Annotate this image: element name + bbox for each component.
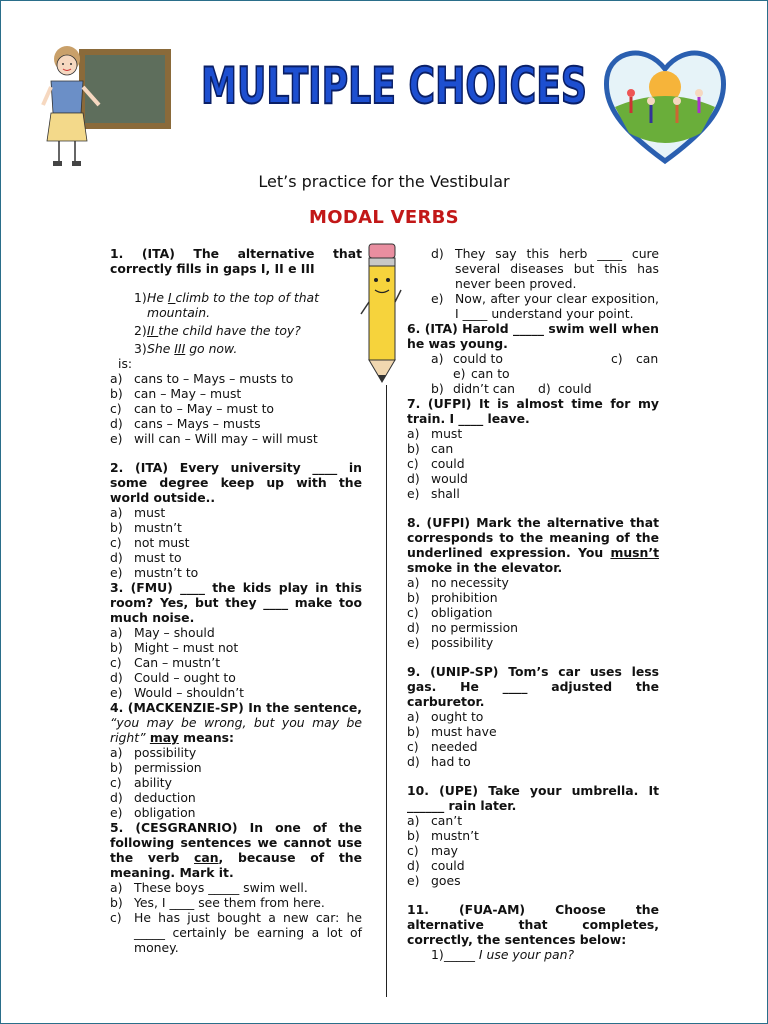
q10-option-a[interactable] <box>407 813 659 828</box>
q3-option-c[interactable] <box>110 655 362 670</box>
option-text: He has just bought a new car: he _____ certainly be earning a lot of money. <box>134 910 362 955</box>
question-2-stem: 2. (ITA) Every university ____ in some degree keep up with the world outside.. <box>110 460 362 505</box>
q9-option-c[interactable] <box>407 739 659 754</box>
option-text: will can – Will may – will must <box>134 431 318 446</box>
banner-title-text: MULTIPLE CHOICES <box>201 57 587 115</box>
q1-s1-text-b: climb to the top of that mountain. <box>147 290 319 320</box>
q5-option-b[interactable] <box>110 895 362 910</box>
q1-option-e[interactable] <box>110 431 362 446</box>
q5-option-d[interactable] <box>407 246 659 291</box>
option-text: no permission <box>431 620 519 635</box>
option-text: needed <box>431 739 478 754</box>
option-text: could <box>431 456 465 471</box>
option-text: cans – Mays – musts <box>134 416 261 431</box>
worksheet-page <box>1 1 767 1023</box>
option-text: ought to <box>431 709 484 724</box>
q8-stem-a: 8. (UFPI) Mark the alternative that corresponds to the meaning of the underlined expression. You <box>407 515 659 560</box>
q10-option-e[interactable] <box>407 873 659 888</box>
option-letter: a) <box>110 880 123 895</box>
option-text: no necessity <box>431 575 509 590</box>
q3-option-d[interactable] <box>110 670 362 685</box>
q6-option-e[interactable]: can to <box>471 366 510 381</box>
question-5-stem <box>110 820 362 880</box>
q8-option-a[interactable] <box>407 575 659 590</box>
option-letter: c) <box>110 775 122 790</box>
option-letter: c) <box>110 655 122 670</box>
q5-option-c[interactable] <box>110 910 362 955</box>
option-letter: b) <box>110 760 123 775</box>
question-6-stem: 6. (ITA) Harold _____ swim well when he was young. <box>407 321 659 351</box>
option-letter: a) <box>110 505 123 520</box>
option-letter: b) <box>110 520 123 535</box>
option-text: Might – must not <box>134 640 239 655</box>
q1-s1-gap: I <box>167 290 176 305</box>
option-letter: d) <box>431 246 444 261</box>
option-text: could <box>431 858 465 873</box>
option-letter: a) <box>407 575 420 590</box>
option-letter: d) <box>110 416 123 431</box>
q4-option-c[interactable] <box>110 775 362 790</box>
question-3-stem: 3. (FMU) ____ the kids play in this room? Yes, but they ____ make too much noise. <box>110 580 362 625</box>
option-letter: a) <box>431 351 444 366</box>
option-text: possibility <box>134 745 197 760</box>
q4-may: may <box>149 730 179 745</box>
q9-option-b[interactable] <box>407 724 659 739</box>
option-text: shall <box>431 486 460 501</box>
option-text: must <box>431 426 463 441</box>
option-letter: c) <box>407 739 419 754</box>
option-letter: b) <box>407 828 420 843</box>
q8-option-d[interactable] <box>407 620 659 635</box>
option-text: can – May – must <box>134 386 242 401</box>
q5-stem-b: , because of the meaning. Mark it. <box>110 850 362 880</box>
option-letter: e) <box>407 486 420 501</box>
option-letter: e) <box>110 805 123 820</box>
q1-s2-text: the child have the toy? <box>158 323 301 338</box>
option-text: obligation <box>431 605 493 620</box>
option-text: They say this herb ____ cure several diseases but this has never been proved. <box>455 246 659 291</box>
q5-option-a[interactable] <box>110 880 362 895</box>
option-letter: d) <box>110 790 123 805</box>
option-letter: c) <box>110 910 122 925</box>
option-letter: d) <box>110 670 123 685</box>
option-text: mustn’t <box>431 828 479 843</box>
q1-option-c[interactable] <box>110 401 362 416</box>
option-letter: b) <box>431 381 444 396</box>
option-text: prohibition <box>431 590 498 605</box>
q7-option-d[interactable] <box>407 471 659 486</box>
option-letter: e) <box>453 366 466 381</box>
q9-option-d[interactable] <box>407 754 659 769</box>
option-text: mustn’t <box>134 520 182 535</box>
option-letter: e) <box>110 431 123 446</box>
option-letter: e) <box>407 873 420 888</box>
q1-s3-text-a: She <box>147 341 175 356</box>
option-text: can <box>431 441 454 456</box>
q11-sentence-1-number: 1) <box>431 947 444 962</box>
q1-s2-gap: II <box>147 323 159 338</box>
option-letter: c) <box>407 605 419 620</box>
q1-option-a[interactable] <box>110 371 362 386</box>
q1-s3-text-b: go now. <box>185 341 238 356</box>
question-11-stem: 11. (FUA-AM) Choose the alternative that completes, correctly, the sentences below: <box>407 902 659 947</box>
q1-is-label: is: <box>118 356 133 371</box>
option-letter: a) <box>407 709 420 724</box>
q1-s1-text-a: He <box>147 290 168 305</box>
q7-option-b[interactable] <box>407 441 659 456</box>
option-letter: a) <box>110 625 123 640</box>
option-letter: a) <box>407 813 420 828</box>
q8-option-e[interactable] <box>407 635 659 650</box>
q8-option-c[interactable] <box>407 605 659 620</box>
option-letter: c) <box>611 351 623 366</box>
option-text: must to <box>134 550 182 565</box>
q4-stem-b: means: <box>178 730 234 745</box>
q10-option-c[interactable] <box>407 843 659 858</box>
q2-option-a[interactable] <box>110 505 362 520</box>
q11-s1-text: _____ I use your pan? <box>444 947 575 962</box>
option-text: can to – May – must to <box>134 401 275 416</box>
q1-option-b[interactable] <box>110 386 362 401</box>
q7-option-c[interactable] <box>407 456 659 471</box>
option-letter: e) <box>110 565 123 580</box>
left-column <box>110 246 362 955</box>
q1-sentence-1 <box>110 290 362 320</box>
q3-option-e[interactable] <box>110 685 362 700</box>
q6-option-b[interactable]: didn’t can <box>453 381 516 396</box>
q6-options-row-2 <box>407 366 659 381</box>
pencil-character-illustration <box>361 240 403 386</box>
q2-option-b[interactable] <box>110 520 362 535</box>
option-text: not must <box>134 535 190 550</box>
option-letter: b) <box>407 441 420 456</box>
option-letter: c) <box>110 401 122 416</box>
option-letter: b) <box>110 640 123 655</box>
teacher-chalkboard-illustration <box>37 41 177 173</box>
option-letter: d) <box>538 381 551 396</box>
q4-option-d[interactable] <box>110 790 362 805</box>
option-letter: b) <box>407 724 420 739</box>
q8-underlined: musn’t <box>610 545 659 560</box>
option-text: These boys _____ swim well. <box>134 880 308 895</box>
q2-option-e[interactable] <box>110 565 362 580</box>
q4-option-e[interactable] <box>110 805 362 820</box>
option-letter: d) <box>407 620 420 635</box>
q5-can: can <box>194 850 219 865</box>
q6-option-d[interactable]: could <box>558 381 592 396</box>
heart-kids-illustration <box>601 41 729 167</box>
q7-option-a[interactable] <box>407 426 659 441</box>
option-text: deduction <box>134 790 196 805</box>
q9-option-a[interactable] <box>407 709 659 724</box>
option-letter: d) <box>407 471 420 486</box>
option-text: would <box>431 471 468 486</box>
option-text: permission <box>134 760 202 775</box>
q1-sentence-2-number: 2) <box>134 323 147 338</box>
q6-option-c[interactable]: can <box>636 351 659 366</box>
q10-option-d[interactable] <box>407 858 659 873</box>
question-9-stem: 9. (UNIP-SP) Tom’s car uses less gas. He ____ adjusted the carburetor. <box>407 664 659 709</box>
option-text: cans to – Mays – musts to <box>134 371 294 386</box>
option-text: Yes, I ____ see them from here. <box>134 895 325 910</box>
banner-title <box>197 53 591 117</box>
option-letter: e) <box>110 685 123 700</box>
option-letter: a) <box>110 371 123 386</box>
question-8-stem <box>407 515 659 575</box>
q6-option-a[interactable]: could to <box>453 351 503 366</box>
q4-stem-a: 4. (MACKENZIE-SP) In the sentence, <box>110 700 362 715</box>
q1-sentence-2 <box>110 323 362 338</box>
option-text: may <box>431 843 458 858</box>
option-letter: e) <box>431 291 444 306</box>
q5-option-e[interactable] <box>407 291 659 321</box>
q4-option-b[interactable] <box>110 760 362 775</box>
q7-option-e[interactable] <box>407 486 659 501</box>
q4-option-a[interactable] <box>110 745 362 760</box>
q1-sentence-1-number: 1) <box>134 290 147 305</box>
option-letter: b) <box>110 386 123 401</box>
right-column <box>407 246 659 962</box>
q8-stem-b: smoke in the elevator. <box>407 560 563 575</box>
option-text: ability <box>134 775 172 790</box>
question-7-stem: 7. (UFPI) It is almost time for my train. I ____ leave. <box>407 396 659 426</box>
option-text: May – should <box>134 625 215 640</box>
q2-option-c[interactable] <box>110 535 362 550</box>
option-text: possibility <box>431 635 494 650</box>
option-text: must have <box>431 724 497 739</box>
question-4-stem <box>110 700 362 745</box>
q11-sentence-1 <box>407 947 659 962</box>
option-text: Can – mustn’t <box>134 655 221 670</box>
option-letter: e) <box>407 635 420 650</box>
option-letter: b) <box>110 895 123 910</box>
q1-sentence-3-number: 3) <box>134 341 147 356</box>
q3-option-b[interactable] <box>110 640 362 655</box>
q1-s3-gap: III <box>174 341 186 356</box>
option-letter: c) <box>110 535 122 550</box>
q2-option-d[interactable] <box>110 550 362 565</box>
q6-options-row-1 <box>407 351 659 366</box>
q4-quote: “you may be wrong, but you may be right” <box>110 715 362 745</box>
subtitle: Let’s practice for the Vestibular <box>258 172 510 191</box>
option-text: must <box>134 505 166 520</box>
option-text: had to <box>431 754 471 769</box>
question-1-stem: 1. (ITA) The alternative that correctly fills in gaps I, II e III <box>110 246 362 276</box>
section-heading: MODAL VERBS <box>309 207 459 228</box>
option-letter: a) <box>407 426 420 441</box>
option-letter: a) <box>110 745 123 760</box>
option-text: obligation <box>134 805 196 820</box>
option-text: Could – ought to <box>134 670 236 685</box>
option-letter: d) <box>407 858 420 873</box>
option-text: can’t <box>431 813 463 828</box>
q3-option-a[interactable] <box>110 625 362 640</box>
q6-options-row-3 <box>407 381 659 396</box>
option-text: mustn’t to <box>134 565 199 580</box>
question-10-stem: 10. (UPE) Take your umbrella. It ______ rain later. <box>407 783 659 813</box>
q10-option-b[interactable] <box>407 828 659 843</box>
q5-stem-a: 5. (CESGRANRIO) In one of the following sentences we cannot use the verb <box>110 820 362 865</box>
option-letter: b) <box>407 590 420 605</box>
q1-option-d[interactable] <box>110 416 362 431</box>
option-letter: d) <box>110 550 123 565</box>
column-divider <box>386 385 387 997</box>
q8-option-b[interactable] <box>407 590 659 605</box>
option-text: goes <box>431 873 461 888</box>
q1-sentence-3 <box>110 341 362 356</box>
option-text: Would – shouldn’t <box>134 685 245 700</box>
option-letter: d) <box>407 754 420 769</box>
option-letter: c) <box>407 456 419 471</box>
option-letter: c) <box>407 843 419 858</box>
option-text: Now, after your clear exposition, I ____ understand your point. <box>455 291 659 321</box>
